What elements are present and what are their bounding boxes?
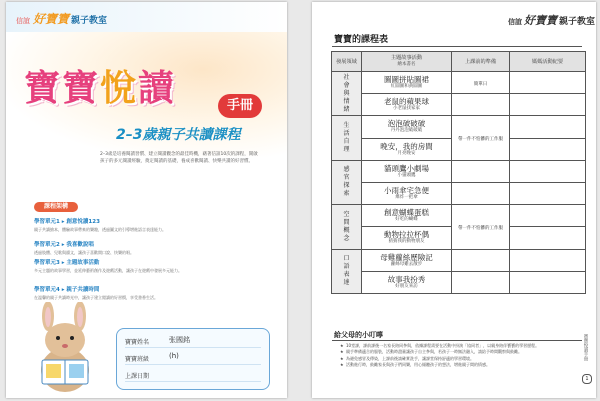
unit-item xyxy=(34,258,244,274)
notes-cell[interactable] xyxy=(510,227,586,249)
workbook-cover-page xyxy=(6,2,287,398)
prep-cell xyxy=(452,160,510,182)
brand-logo xyxy=(508,12,595,28)
field-cell: 社會與情緒 xyxy=(332,72,362,116)
title-char-4: 讀 xyxy=(138,67,177,109)
notes-list xyxy=(340,343,580,369)
info-label: 上課日期 xyxy=(125,373,150,380)
brand-mark: 信誼 xyxy=(508,18,522,26)
table-row xyxy=(332,116,586,138)
header-topic-label: 主題故事活動 xyxy=(390,55,423,61)
course-schedule-page xyxy=(312,2,596,398)
table-row xyxy=(332,72,586,94)
table-row xyxy=(332,94,586,116)
notes-cell[interactable] xyxy=(510,249,586,271)
note-item: ★ 為避免感冒及傳染，上課前後請確實洗手，讓課堂保持舒適的學習環境。 xyxy=(340,356,580,361)
info-row-date xyxy=(125,369,261,382)
table-row xyxy=(332,205,586,227)
intro-paragraph: 2–3歲是培養閱讀習慣、建立閱讀觀念的最佳時機，藉著信誼10次的課程，開啟孩子的多元閱讀經驗，奠定閱讀的基礎，養成喜歡閱讀、快樂共讀的好習慣。 xyxy=(100,152,258,164)
table-row xyxy=(332,182,586,204)
side-label: 寶寶悅讀手冊 xyxy=(583,334,588,361)
unit-title: 學習單元3 ▸ 主題故事活動 xyxy=(34,260,100,266)
topic-cell: 小雨傘宅急便 爆炸一把傘 xyxy=(362,182,452,204)
title-char-1: 寶 xyxy=(24,67,63,109)
info-row-name xyxy=(125,335,261,348)
field-cell: 生活自理 xyxy=(332,116,362,160)
unit-item xyxy=(34,240,244,256)
unit-description: 在溫馨的親子共讀時光中，讓孩子建立閱讀的好習慣，享受書香生活。 xyxy=(34,295,158,300)
field-cell: 口語表達 xyxy=(332,249,362,293)
brand-name: 親子教室 xyxy=(71,16,108,26)
notes-cell[interactable] xyxy=(510,94,586,116)
notes-cell[interactable] xyxy=(510,271,586,293)
info-label: 寶寶姓名 xyxy=(125,339,150,346)
divider xyxy=(332,46,582,47)
unit-title: 學習單元1 ▸ 創意悅讀123 xyxy=(34,219,100,225)
brand-logo xyxy=(16,10,107,27)
topic-cell: 故事我扮秀 好朋友來訪 xyxy=(362,271,452,293)
notes-cell[interactable] xyxy=(510,160,586,182)
prep-cell xyxy=(452,94,510,116)
topic-cell: 老鼠的蘋果球 小老鼠找家家 xyxy=(362,94,452,116)
table-row xyxy=(332,249,586,271)
prep-cell: 簡單日 xyxy=(452,72,510,94)
header-topic xyxy=(362,52,452,72)
topic-cell: 晚安，我的房間 月亮晚安 xyxy=(362,138,452,160)
header-field: 發展領域 xyxy=(332,52,362,72)
handbook-badge: 手冊 xyxy=(218,94,262,118)
topic-cell: 圖圖拼貼圖裙 紅圓圖和黃圓圖 xyxy=(362,72,452,94)
title-char-3: 悅 xyxy=(100,67,139,109)
header-notes: 媽媽活動紀要 xyxy=(510,52,586,72)
student-info-box xyxy=(116,328,270,390)
notes-cell[interactable] xyxy=(510,116,586,138)
unit-title: 學習單元2 ▸ 我喜歡說唱 xyxy=(34,242,94,248)
brand-mark: 信誼 xyxy=(16,17,30,25)
note-item: ★ 親手準備適合的服裝，活動時盡量讓孩子自主參與，若孩子一時無法融入，請給予時間觀察與鼓勵。 xyxy=(340,349,580,354)
cover-title xyxy=(24,60,176,111)
bunny-illustration xyxy=(20,302,110,397)
info-value: (h) xyxy=(169,352,179,360)
table-header-row xyxy=(332,52,586,72)
info-label: 寶寶班級 xyxy=(125,356,150,363)
unit-title: 學習單元4 ▸ 親子共讀時間 xyxy=(34,287,100,293)
note-item: ★ 10堂課，課前課後一名家長陪同參與，依據課程需要在活動中扮演「協同者」，以親身陪伴寶寶的學習歷程。 xyxy=(340,343,580,348)
topic-cell: 泡泡破破破 丹丹泡泡破破破 xyxy=(362,116,452,138)
table-row xyxy=(332,160,586,182)
title-char-2: 寶 xyxy=(62,67,101,109)
notes-cell[interactable] xyxy=(510,138,586,160)
info-value: 张國銘 xyxy=(169,336,190,344)
page-number: 1 xyxy=(582,374,592,384)
header-book-label: 繪本書名 xyxy=(397,62,416,67)
field-cell: 空間概念 xyxy=(332,205,362,249)
divider xyxy=(332,340,582,341)
prep-cell: 帶一件不怕髒的工作服 xyxy=(452,205,510,249)
unit-description: 透過肢體、兒歌與韻文，讓孩子喜歡開口說、快樂的唱。 xyxy=(34,250,134,255)
section-heading: 課程架構 xyxy=(34,202,78,212)
brand-word: 好寶寶 xyxy=(33,12,70,26)
field-cell: 感官探索 xyxy=(332,160,362,204)
unit-item xyxy=(34,217,244,233)
info-row-class xyxy=(125,352,261,365)
prep-cell: 帶一件不怕髒的工作服 xyxy=(452,116,510,160)
topic-cell: 母雞蘿絲歷險記 蘿絲母雞去散步 xyxy=(362,249,452,271)
table-row xyxy=(332,271,586,293)
schedule-title: 寶寶的課程表 xyxy=(334,35,389,45)
prep-cell xyxy=(452,249,510,271)
unit-description: 親子共讀繪本，體驗故事帶來的樂趣，透過圖文的引導增進語言表達能力。 xyxy=(34,227,166,232)
topic-cell: 貓頭鷹小劇場 小貓頭鷹 xyxy=(362,160,452,182)
prep-cell xyxy=(452,271,510,293)
notes-cell[interactable] xyxy=(510,205,586,227)
note-item: ★ 活動進行時，鼓勵家長與孩子們同樂，用心傾聽孩子的想法，增進親子間的情感。 xyxy=(340,362,580,367)
brand-word: 好寶寶 xyxy=(524,14,557,27)
course-table xyxy=(331,51,586,294)
notes-heading: 給父母的小叮嚀 xyxy=(334,331,383,339)
topic-cell: 動物拉拉杯偶 猜猜我的動物朋友 xyxy=(362,227,452,249)
topic-cell: 創意蝴蝶蛋糕 好吃的蝴蝶 xyxy=(362,205,452,227)
brand-name: 親子教室 xyxy=(559,17,596,27)
prep-cell xyxy=(452,182,510,204)
unit-description: 多元主題的故事學習，並延伸藝術創作及遊戲活動，讓孩子在遊戲中發展多元能力。 xyxy=(34,268,182,273)
header-prep: 上課前的準備 xyxy=(452,52,510,72)
notes-cell[interactable] xyxy=(510,72,586,94)
notes-cell[interactable] xyxy=(510,182,586,204)
cover-subtitle: 2–3歲親子共讀課程 xyxy=(116,127,241,143)
unit-item xyxy=(34,285,244,301)
